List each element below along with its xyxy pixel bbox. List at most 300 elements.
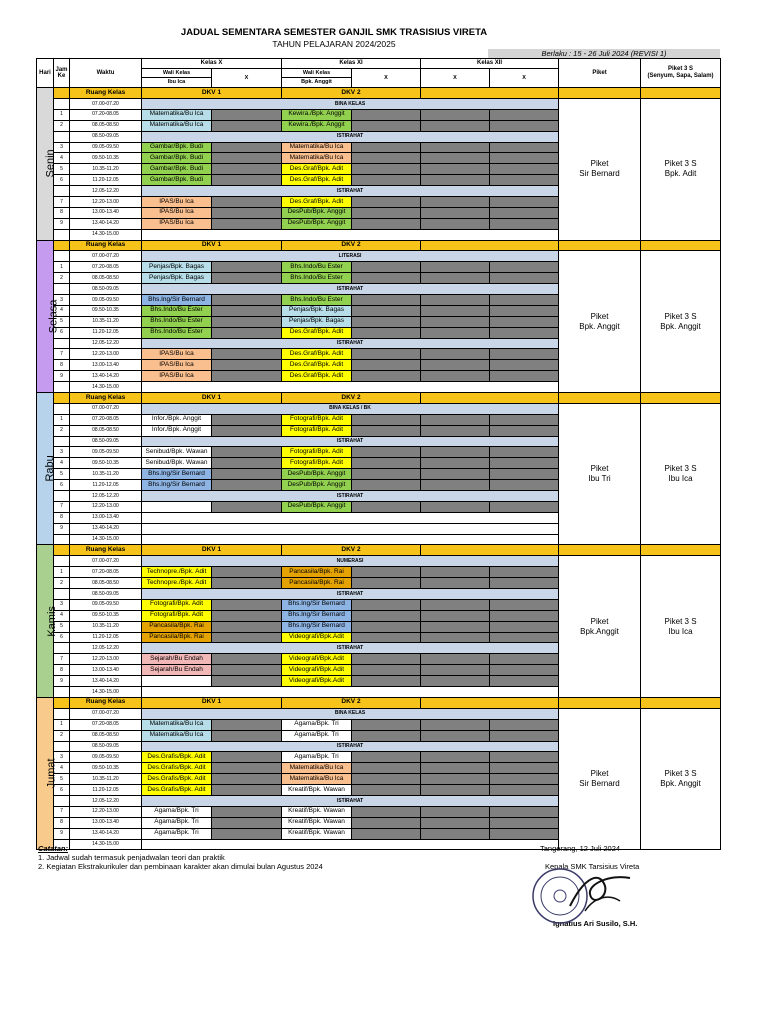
rest-band: ISTIRAHAT (142, 589, 559, 600)
class-xi-subject: Bhs.Ing/Sir Bernard (282, 610, 352, 621)
waktu-cell: 09.05-09.50 (70, 447, 142, 458)
class-x-2-cell (212, 175, 282, 186)
class-xii-1-cell (421, 578, 490, 589)
jam-cell: 1 (54, 567, 70, 578)
room-piket3s (641, 697, 721, 708)
room-piket (559, 88, 641, 99)
room-dkv2: DKV 2 (282, 240, 421, 251)
class-xii-1-cell (421, 153, 490, 164)
class-xii-2-cell (490, 730, 559, 741)
class-xii-2-cell (490, 676, 559, 687)
class-x-2-cell (212, 719, 282, 730)
class-xi-2-cell (352, 730, 421, 741)
class-x-2-cell (212, 665, 282, 676)
class-xi-2-cell (352, 719, 421, 730)
waktu-cell: 07.20-08.05 (70, 262, 142, 273)
piket3s-cell (641, 708, 721, 850)
piket3s-label: Piket 3 S (664, 464, 697, 474)
class-xii-2-cell (490, 632, 559, 643)
class-xii-1-cell (421, 425, 490, 436)
class-x-2-cell (212, 360, 282, 371)
class-x-subject: IPAS/Bu Ica (142, 196, 212, 207)
jam-cell: 2 (54, 273, 70, 284)
jam-cell (54, 589, 70, 600)
class-xi-2-cell (352, 599, 421, 610)
waktu-cell: 13.00-13.40 (70, 665, 142, 676)
waktu-cell: 14.30-15.00 (70, 382, 142, 393)
jam-cell: 6 (54, 175, 70, 186)
waktu-cell: 07.20-08.05 (70, 567, 142, 578)
jam-cell: 3 (54, 752, 70, 763)
jam-cell (54, 436, 70, 447)
class-xi-subject: Matematika/Bu Ica (282, 153, 352, 164)
room-piket (559, 545, 641, 556)
class-xi-subject: Kreatif/Bpk. Wawan (282, 817, 352, 828)
waktu-cell: 09.50-10.35 (70, 610, 142, 621)
room-xii (421, 88, 559, 99)
class-x-subject: Matematika/Bu Ica (142, 730, 212, 741)
rest-band: ISTIRAHAT (142, 186, 559, 197)
class-xii-2-cell (490, 371, 559, 382)
class-xi-subject: Kreatif/Bpk. Wawan (282, 828, 352, 839)
class-xi-2-cell (352, 806, 421, 817)
header-x-1: X (212, 68, 282, 87)
class-xi-2-cell (352, 447, 421, 458)
jam-cell: 7 (54, 806, 70, 817)
class-xii-2-cell (490, 458, 559, 469)
waktu-cell: 12.20-13.00 (70, 196, 142, 207)
class-x-subject: IPAS/Bu Ica (142, 371, 212, 382)
schedule-table (36, 58, 721, 850)
class-xii-1-cell (421, 109, 490, 120)
jam-cell: 6 (54, 785, 70, 796)
class-xi-2-cell (352, 774, 421, 785)
class-xi-subject: Fotografi/Bpk. Adit (282, 447, 352, 458)
activity-band: BINA KELAS (142, 708, 559, 719)
waktu-cell: 13.00-13.40 (70, 207, 142, 218)
class-xi-2-cell (352, 349, 421, 360)
class-x-2-cell (212, 806, 282, 817)
piket3s-label: Piket 3 S (664, 311, 697, 321)
header-kelas-x: Kelas X (142, 59, 282, 69)
class-xii-1-cell (421, 316, 490, 327)
sign-position: Kepala SMK Tarsisius Vireta (545, 862, 640, 871)
jam-cell: 2 (54, 730, 70, 741)
day-name: Kamis (45, 605, 58, 637)
class-xii-1-cell (421, 371, 490, 382)
ruang-kelas-label: Ruang Kelas (70, 393, 142, 404)
class-x-subject: Des.Grafis/Bpk. Adit (142, 785, 212, 796)
jam-cell (54, 403, 70, 414)
class-xii-2-cell (490, 654, 559, 665)
room-piket (559, 697, 641, 708)
class-xii-1-cell (421, 774, 490, 785)
class-xii-1-cell (421, 175, 490, 186)
class-xi-subject: Des.Graf/Bpk. Adit (282, 349, 352, 360)
class-x-2-cell (212, 425, 282, 436)
class-xi-subject: Matematika/Bu Ica (282, 774, 352, 785)
waktu-cell: 12.05-12.20 (70, 491, 142, 502)
rest-band: ISTIRAHAT (142, 338, 559, 349)
rest-band: ISTIRAHAT (142, 643, 559, 654)
class-x-2-cell (212, 774, 282, 785)
class-xi-2-cell (352, 501, 421, 512)
class-x-2-cell (212, 120, 282, 131)
class-xi-2-cell (352, 414, 421, 425)
class-xi-subject: Bhs.Ing/Sir Bernard (282, 621, 352, 632)
piket-label: Piket (590, 159, 609, 169)
class-x-subject: Penjas/Bpk. Bagas (142, 262, 212, 273)
class-xi-subject: DesPub/Bpk. Anggit (282, 501, 352, 512)
class-x-2-cell (212, 828, 282, 839)
class-xi-2-cell (352, 480, 421, 491)
class-xii-1-cell (421, 207, 490, 218)
class-xii-2-cell (490, 207, 559, 218)
class-xi-2-cell (352, 763, 421, 774)
class-xi-subject: Kewira./Bpk. Anggit (282, 109, 352, 120)
class-x-subject: Pancasila/Bpk. Rai (142, 621, 212, 632)
piket3s-label: Piket 3 S (664, 616, 697, 626)
class-xi-subject: Fotografi/Bpk. Adit (282, 425, 352, 436)
class-xi-2-cell (352, 207, 421, 218)
room-dkv2: DKV 2 (282, 697, 421, 708)
waktu-cell: 11.20-12.05 (70, 785, 142, 796)
piket-label: Piket (590, 464, 609, 474)
class-x-subject: Sejarah/Bu Endah (142, 665, 212, 676)
waktu-cell: 11.20-12.05 (70, 632, 142, 643)
class-xi-subject: Kewira./Bpk. Anggit (282, 120, 352, 131)
class-x-2-cell (212, 785, 282, 796)
jam-cell (54, 741, 70, 752)
table-row (37, 708, 721, 719)
header-kelas-xii: Kelas XII (421, 59, 559, 69)
piket-person: Sir Bernard (579, 779, 620, 789)
class-xii-2-cell (490, 610, 559, 621)
room-xii (421, 697, 559, 708)
jam-cell: 5 (54, 774, 70, 785)
activity-band: NUMERASI (142, 556, 559, 567)
class-xi-subject: Penjas/Bpk. Bagas (282, 316, 352, 327)
day-label-cell (37, 240, 60, 392)
class-xii-2-cell (490, 153, 559, 164)
jam-cell: 4 (54, 610, 70, 621)
room-piket3s (641, 240, 721, 251)
class-xi-subject: Kreatif/Bpk. Wawan (282, 806, 352, 817)
class-xi-2-cell (352, 175, 421, 186)
class-x-subject: Technopre./Bpk. Adit (142, 578, 212, 589)
class-xii-2-cell (490, 665, 559, 676)
class-xii-1-cell (421, 621, 490, 632)
class-xii-2-cell (490, 578, 559, 589)
jam-cell: 8 (54, 207, 70, 218)
schedule-title: JADUAL SEMENTARA SEMESTER GANJIL SMK TRASISIUS VIRETA (180, 27, 488, 38)
waktu-cell: 12.20-13.00 (70, 654, 142, 665)
class-x-subject: Des.Grafis/Bpk. Adit (142, 752, 212, 763)
class-x-2-cell (212, 654, 282, 665)
class-xii-1-cell (421, 414, 490, 425)
table-row (37, 556, 721, 567)
waktu-cell: 08.50-09.05 (70, 131, 142, 142)
jam-cell: 9 (54, 676, 70, 687)
class-x-subject: Bhs.Indo/Bu Ester (142, 316, 212, 327)
jam-cell: 6 (54, 480, 70, 491)
jam-cell (54, 534, 70, 545)
class-xii-1-cell (421, 273, 490, 284)
class-x-subject: IPAS/Bu Ica (142, 218, 212, 229)
jam-cell (54, 687, 70, 698)
class-xi-subject: DesPub/Bpk. Anggit (282, 469, 352, 480)
class-x-subject: Gambar/Bpk. Budi (142, 142, 212, 153)
waktu-cell: 08.50-09.05 (70, 436, 142, 447)
day-name: Jumat (45, 758, 58, 789)
class-x-subject: Des.Grafis/Bpk. Adit (142, 774, 212, 785)
class-xi-2-cell (352, 610, 421, 621)
piket-cell (559, 556, 641, 698)
jam-cell: 4 (54, 153, 70, 164)
empty-cell (142, 512, 559, 523)
class-x-2-cell (212, 109, 282, 120)
class-xi-subject: Agama/Bpk. Tri (282, 719, 352, 730)
waktu-cell: 10.35-11.20 (70, 774, 142, 785)
jam-cell (54, 491, 70, 502)
waktu-cell: 13.40-14.20 (70, 371, 142, 382)
class-xii-1-cell (421, 599, 490, 610)
class-x-2-cell (212, 414, 282, 425)
class-xi-2-cell (352, 164, 421, 175)
room-piket3s (641, 545, 721, 556)
ruang-kelas-row (37, 393, 721, 404)
class-xii-1-cell (421, 164, 490, 175)
rest-band: ISTIRAHAT (142, 741, 559, 752)
class-xii-1-cell (421, 142, 490, 153)
class-xii-1-cell (421, 360, 490, 371)
class-xii-1-cell (421, 480, 490, 491)
class-xii-1-cell (421, 785, 490, 796)
class-xi-2-cell (352, 273, 421, 284)
ruang-kelas-row (37, 545, 721, 556)
room-dkv1: DKV 1 (142, 697, 282, 708)
waktu-cell: 13.40-14.20 (70, 523, 142, 534)
piket-label: Piket (590, 616, 609, 626)
class-xi-2-cell (352, 828, 421, 839)
class-xii-2-cell (490, 501, 559, 512)
piket3s-cell (641, 251, 721, 393)
jam-cell (54, 251, 70, 262)
class-x-2-cell (212, 458, 282, 469)
class-xii-2-cell (490, 785, 559, 796)
class-xii-2-cell (490, 469, 559, 480)
class-x-subject: Fotografi/Bpk. Adit (142, 610, 212, 621)
waktu-cell: 08.50-09.05 (70, 589, 142, 600)
room-piket3s (641, 88, 721, 99)
class-xi-subject: Videografi/Bpk.Adit (282, 632, 352, 643)
header-piket3s-sub: (Senyum, Sapa, Salam) (647, 73, 714, 80)
class-xii-1-cell (421, 763, 490, 774)
waktu-cell: 13.00-13.40 (70, 512, 142, 523)
signature-block (540, 844, 640, 928)
jam-cell (54, 556, 70, 567)
class-xi-2-cell (352, 578, 421, 589)
class-xi-subject: Des.Graf/Bpk. Adit (282, 175, 352, 186)
header-wali-x: Wali Kelas (142, 68, 212, 78)
waktu-cell: 07.20-08.05 (70, 719, 142, 730)
room-dkv1: DKV 1 (142, 88, 282, 99)
rest-band: ISTIRAHAT (142, 491, 559, 502)
class-xii-1-cell (421, 469, 490, 480)
class-x-subject: Gambar/Bpk. Budi (142, 164, 212, 175)
empty-cell (142, 523, 559, 534)
jam-cell: 1 (54, 262, 70, 273)
class-xii-1-cell (421, 501, 490, 512)
class-x-subject: Technopre./Bpk. Adit (142, 567, 212, 578)
room-xii (421, 393, 559, 404)
piket3s-cell (641, 403, 721, 545)
waktu-cell: 07.00-07.20 (70, 98, 142, 109)
class-xii-2-cell (490, 806, 559, 817)
jam-cell: 3 (54, 447, 70, 458)
class-xii-1-cell (421, 665, 490, 676)
day-name: Selasa (47, 299, 60, 334)
waktu-cell: 09.05-09.50 (70, 294, 142, 305)
jam-cell: 7 (54, 501, 70, 512)
waktu-cell: 13.40-14.20 (70, 676, 142, 687)
blank-cell (142, 534, 559, 545)
waktu-cell: 08.05-08.50 (70, 578, 142, 589)
class-xi-2-cell (352, 665, 421, 676)
class-x-2-cell (212, 196, 282, 207)
piket3s-person: Bpk. Anggit (660, 779, 701, 789)
jam-cell: 7 (54, 349, 70, 360)
class-x-subject: Pancasila/Bpk. Rai (142, 632, 212, 643)
class-xi-subject: Des.Graf/Bpk. Adit (282, 164, 352, 175)
day-label-cell (37, 393, 54, 545)
waktu-cell: 07.20-08.05 (70, 414, 142, 425)
class-x-2-cell (212, 578, 282, 589)
jam-cell: 3 (54, 142, 70, 153)
class-x-subject: Matematika/Bu Ica (142, 109, 212, 120)
class-xii-2-cell (490, 763, 559, 774)
blank-cell (142, 229, 559, 240)
class-x-subject (142, 501, 212, 512)
class-xii-1-cell (421, 719, 490, 730)
class-xii-2-cell (490, 480, 559, 491)
class-x-2-cell (212, 316, 282, 327)
waktu-cell: 07.20-08.05 (70, 109, 142, 120)
class-x-subject: Bhs.Ing/Sir Bernard (142, 480, 212, 491)
ruang-jam-cell (54, 88, 70, 99)
piket3s-cell (641, 98, 721, 240)
class-x-2-cell (212, 164, 282, 175)
class-xii-1-cell (421, 447, 490, 458)
piket3s-label: Piket 3 S (664, 159, 697, 169)
class-xi-2-cell (352, 817, 421, 828)
class-xi-2-cell (352, 632, 421, 643)
class-xii-1-cell (421, 632, 490, 643)
class-xi-subject: Matematika/Bu Ica (282, 763, 352, 774)
class-xi-subject: DesPub/Bpk. Anggit (282, 218, 352, 229)
class-xi-2-cell (352, 218, 421, 229)
jam-cell: 1 (54, 109, 70, 120)
jam-cell: 8 (54, 512, 70, 523)
jam-cell: 7 (54, 654, 70, 665)
class-xii-1-cell (421, 752, 490, 763)
waktu-cell: 07.00-07.20 (70, 556, 142, 567)
class-xii-1-cell (421, 196, 490, 207)
jam-cell (54, 284, 70, 295)
class-x-2-cell (212, 621, 282, 632)
class-xii-2-cell (490, 316, 559, 327)
ruang-kelas-label: Ruang Kelas (70, 88, 142, 99)
class-xi-2-cell (352, 676, 421, 687)
class-xi-2-cell (352, 360, 421, 371)
room-piket3s (641, 393, 721, 404)
ruang-jam-cell (54, 393, 70, 404)
class-x-2-cell (212, 273, 282, 284)
room-xii (421, 240, 559, 251)
piket-person: Sir Bernard (579, 169, 620, 179)
class-xii-1-cell (421, 676, 490, 687)
class-xii-2-cell (490, 294, 559, 305)
note-item: 2. Kegiatan Ekstrakurikuler dan pembinaan karakter akan dimulai bulan Agustus 2024 (38, 862, 323, 871)
class-x-2-cell (212, 599, 282, 610)
class-xii-2-cell (490, 305, 559, 316)
header-piket: Piket (559, 59, 641, 88)
piket3s-person: Bpk. Anggit (660, 321, 701, 331)
waktu-cell: 12.05-12.20 (70, 338, 142, 349)
class-xii-1-cell (421, 567, 490, 578)
class-xii-1-cell (421, 327, 490, 338)
class-x-2-cell (212, 218, 282, 229)
class-xi-2-cell (352, 469, 421, 480)
class-xi-subject: Bhs.Indo/Bu Ester (282, 262, 352, 273)
class-xii-2-cell (490, 273, 559, 284)
sign-place-date: Tangerang, 12 Juli 2024 (540, 844, 621, 853)
header-x-2: X (352, 68, 421, 87)
jam-cell (54, 338, 70, 349)
rest-band: ISTIRAHAT (142, 436, 559, 447)
waktu-cell: 07.00-07.20 (70, 251, 142, 262)
class-xii-1-cell (421, 294, 490, 305)
waktu-cell: 09.05-09.50 (70, 599, 142, 610)
class-xii-2-cell (490, 828, 559, 839)
jam-cell: 9 (54, 523, 70, 534)
waktu-cell: 14.30-15.00 (70, 534, 142, 545)
header-row (37, 59, 721, 69)
class-xi-subject: Kreatif/Bpk. Wawan (282, 785, 352, 796)
class-xi-subject: Bhs.Ing/Sir Bernard (282, 599, 352, 610)
waktu-cell: 09.05-09.50 (70, 142, 142, 153)
table-row (37, 403, 721, 414)
jam-cell: 4 (54, 305, 70, 316)
class-xi-2-cell (352, 294, 421, 305)
class-xi-2-cell (352, 327, 421, 338)
piket3s-person: Bpk. Adit (664, 169, 697, 179)
class-xii-1-cell (421, 610, 490, 621)
waktu-cell: 08.05-08.50 (70, 730, 142, 741)
waktu-cell: 11.20-12.05 (70, 480, 142, 491)
day-name: Rabu (43, 455, 56, 482)
class-x-subject: Fotografi/Bpk. Adit (142, 599, 212, 610)
room-dkv2: DKV 2 (282, 545, 421, 556)
piket-cell (559, 403, 641, 545)
jam-cell: 8 (54, 817, 70, 828)
header-wali-x-name: Ibu Ica (142, 78, 212, 88)
waktu-cell: 07.00-07.20 (70, 708, 142, 719)
piket-person: Bpk.Anggit (580, 626, 619, 636)
schedule-subtitle: TAHUN PELAJARAN 2024/2025 (272, 39, 396, 49)
class-xi-subject: Penjas/Bpk. Bagas (282, 305, 352, 316)
header-x-3: X (421, 68, 490, 87)
